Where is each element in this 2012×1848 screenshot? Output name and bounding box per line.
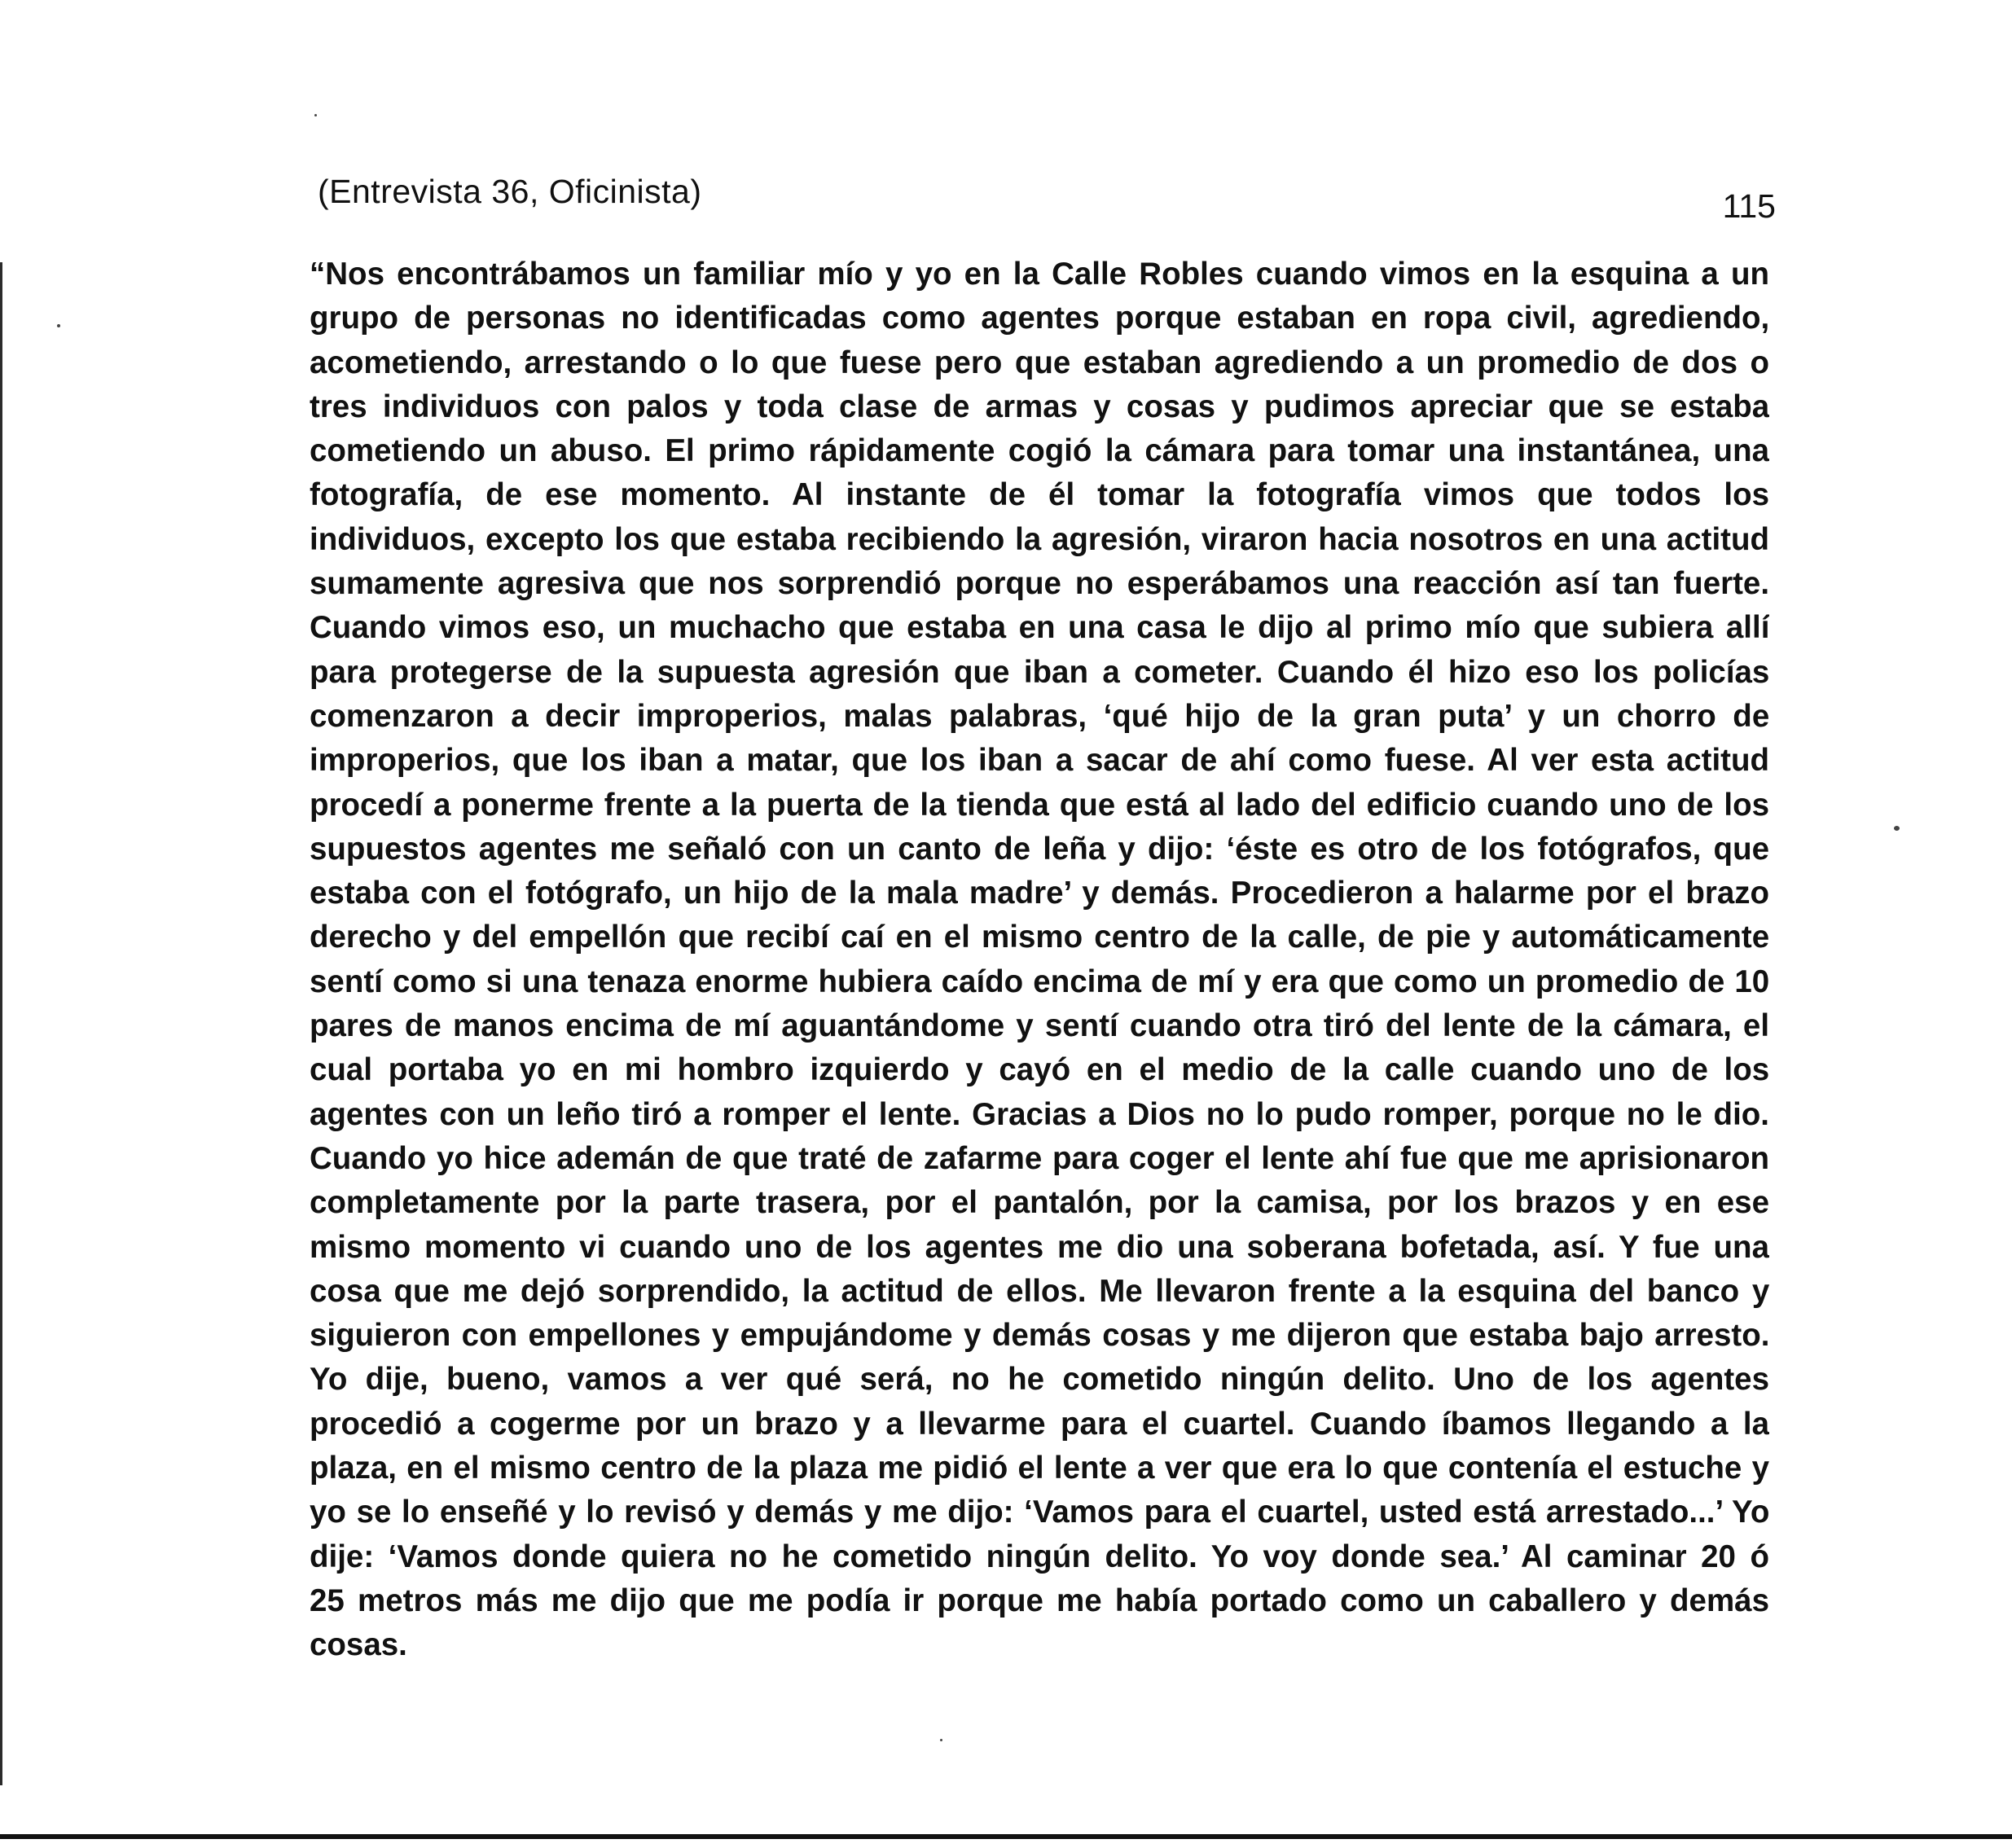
transcript-line: tres individuos con palos y toda clase de armas y cosas y pudimos apreciar que se estaba: [310, 388, 1769, 424]
transcript-line: grupo de personas no identificadas como agentes porque estaban en ropa civil, agrediendo,: [310, 301, 1769, 336]
scan-speck: [940, 1739, 942, 1741]
transcript-line: dije: ‘Vamos donde quiera no he cometido ningún delito. Yo voy donde sea.’ Al caminar 20 ó: [310, 1539, 1769, 1574]
transcript-line: cosa que me dejó sorprendido, la actitud de ellos. Me llevaron frente a la esquina del banco y: [310, 1273, 1769, 1309]
page-header: [318, 173, 1776, 230]
page-number: 115: [1722, 187, 1776, 225]
transcript-line: para protegerse de la supuesta agresión que iban a cometer. Cuando él hizo eso los policías: [310, 654, 1769, 690]
transcript-line: comenzaron a decir improperios, malas palabras, ‘qué hijo de la gran puta’ y un chorro de: [310, 698, 1769, 734]
left-margin-rule: [0, 262, 2, 1785]
transcript-line: yo se lo enseñé y lo revisó y demás y me dijo: ‘Vamos para el cuartel, usted está arrestado...’ Yo: [310, 1495, 1769, 1530]
transcript-line: individuos, excepto los que estaba recibiendo la agresión, viraron hacia nosotros en una actitud: [310, 521, 1769, 557]
interview-transcript: [310, 252, 1769, 1668]
scan-speck: [57, 324, 60, 327]
transcript-line: procedí a ponerme frente a la puerta de la tienda que está al lado del edificio cuando uno de los: [310, 787, 1769, 823]
transcript-line: improperios, que los iban a matar, que los iban a sacar de ahí como fuese. Al ver esta actitud: [310, 743, 1769, 779]
transcript-line: “Nos encontrábamos un familiar mío y yo en la Calle Robles cuando vimos en la esquina a un: [310, 257, 1769, 292]
transcript-line: cometiendo un abuso. El primo rápidamente cogió la cámara para tomar una instantánea, una: [310, 433, 1769, 469]
transcript-line: mismo momento vi cuando uno de los agentes me dio una soberana bofetada, así. Y fue una: [310, 1229, 1769, 1265]
transcript-line: supuestos agentes me señaló con un canto de leña y dijo: ‘éste es otro de los fotógrafos, que: [310, 831, 1769, 867]
transcript-line: derecho y del empellón que recibí caí en el mismo centro de la calle, de pie y automáticamente: [310, 920, 1769, 955]
transcript-line: Cuando vimos eso, un muchacho que estaba en una casa le dijo al primo mío que subiera allí: [310, 610, 1769, 646]
transcript-line: pares de manos encima de mí aguantándome y sentí cuando otra tiró del lente de la cámara, el: [310, 1008, 1769, 1044]
transcript-line: Cuando yo hice ademán de que traté de zafarme para coger el lente ahí fue que me aprisionaron: [310, 1140, 1769, 1176]
transcript-line: sumamente agresiva que nos sorprendió porque no esperábamos una reacción así tan fuerte.: [310, 566, 1769, 602]
transcript-line: plaza, en el mismo centro de la plaza me pidió el lente a ver que era lo que contenía el estuche y: [310, 1451, 1769, 1486]
transcript-line: agentes con un leño tiró a romper el lente. Gracias a Dios no lo pudo romper, porque no le dio.: [310, 1096, 1769, 1132]
bottom-page-edge: [0, 1834, 2012, 1839]
transcript-line: fotografía, de ese momento. Al instante de él tomar la fotografía vimos que todos los: [310, 477, 1769, 513]
scan-speck: [1894, 826, 1900, 831]
transcript-line: acometiendo, arrestando o lo que fuese pero que estaban agrediendo a un promedio de dos o: [310, 345, 1769, 380]
transcript-line: siguieron con empellones y empujándome y demás cosas y me dijeron que estaba bajo arresto.: [310, 1318, 1769, 1354]
transcript-line: cosas.: [310, 1627, 407, 1663]
transcript-line: procedió a cogerme por un brazo y a llevarme para el cuartel. Cuando íbamos llegando a la: [310, 1406, 1769, 1442]
transcript-line: Yo dije, bueno, vamos a ver qué será, no he cometido ningún delito. Uno de los agentes: [310, 1362, 1769, 1398]
interview-source-label: (Entrevista 36, Oficinista): [318, 173, 702, 210]
transcript-line: sentí como si una tenaza enorme hubiera caído encima de mí y era que como un promedio de 10: [310, 964, 1769, 999]
scan-speck: [314, 114, 317, 116]
transcript-line: 25 metros más me dijo que me podía ir porque me había portado como un caballero y demás: [310, 1582, 1769, 1618]
transcript-line: estaba con el fotógrafo, un hijo de la mala madre’ y demás. Procedieron a halarme por el brazo: [310, 876, 1769, 911]
transcript-line: completamente por la parte trasera, por el pantalón, por la camisa, por los brazos y en ese: [310, 1185, 1769, 1221]
transcript-line: cual portaba yo en mi hombro izquierdo y cayó en el medio de la calle cuando uno de los: [310, 1052, 1769, 1088]
